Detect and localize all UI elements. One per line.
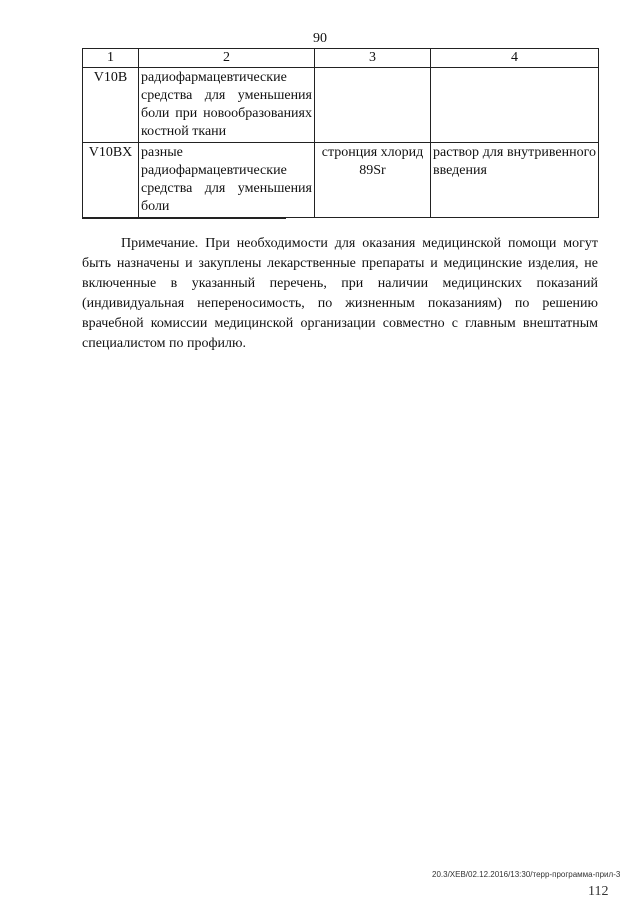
substance-cell <box>315 68 431 143</box>
substance-cell: стронция хлорид 89Sr <box>315 143 431 218</box>
table-header-cell: 1 <box>83 49 139 68</box>
description-cell: радиофармацевтические средства для уменьшения боли при новообразованиях костной ткани <box>139 68 315 143</box>
table-header-row <box>83 49 599 68</box>
table-header-cell: 2 <box>139 49 315 68</box>
drug-table <box>82 48 599 218</box>
table-header-cell: 4 <box>431 49 599 68</box>
page-number: 90 <box>313 31 327 46</box>
atc-code-cell: V10BX <box>83 143 139 218</box>
table-row <box>83 68 599 143</box>
corner-page-number: 112 <box>588 884 609 899</box>
note-paragraph: Примечание. При необходимости для оказания медицинской помощи могут быть назначены и закуплены лекарственные препараты и медицинские изделия, не включенные в указанный перечень, при наличии медицинских показаний (индивидуальная непереносимость, по жизненным показаниям) по решению врачебной комиссии медицинской организации совместно с главным внештатным специалистом по профилю. <box>82 236 598 351</box>
footer-stamp: 20.3/ХЕВ/02.12.2016/13:30/терр-программа-прил-3 <box>432 870 621 879</box>
description-cell: разные радиофармацевтические средства для уменьшения боли <box>139 143 315 218</box>
atc-code-cell: V10B <box>83 68 139 143</box>
table-header-cell: 3 <box>315 49 431 68</box>
dosage-form-cell: раствор для внутривенного введения <box>431 143 599 218</box>
table-row <box>83 143 599 218</box>
footnote-separator <box>82 218 286 219</box>
dosage-form-cell <box>431 68 599 143</box>
